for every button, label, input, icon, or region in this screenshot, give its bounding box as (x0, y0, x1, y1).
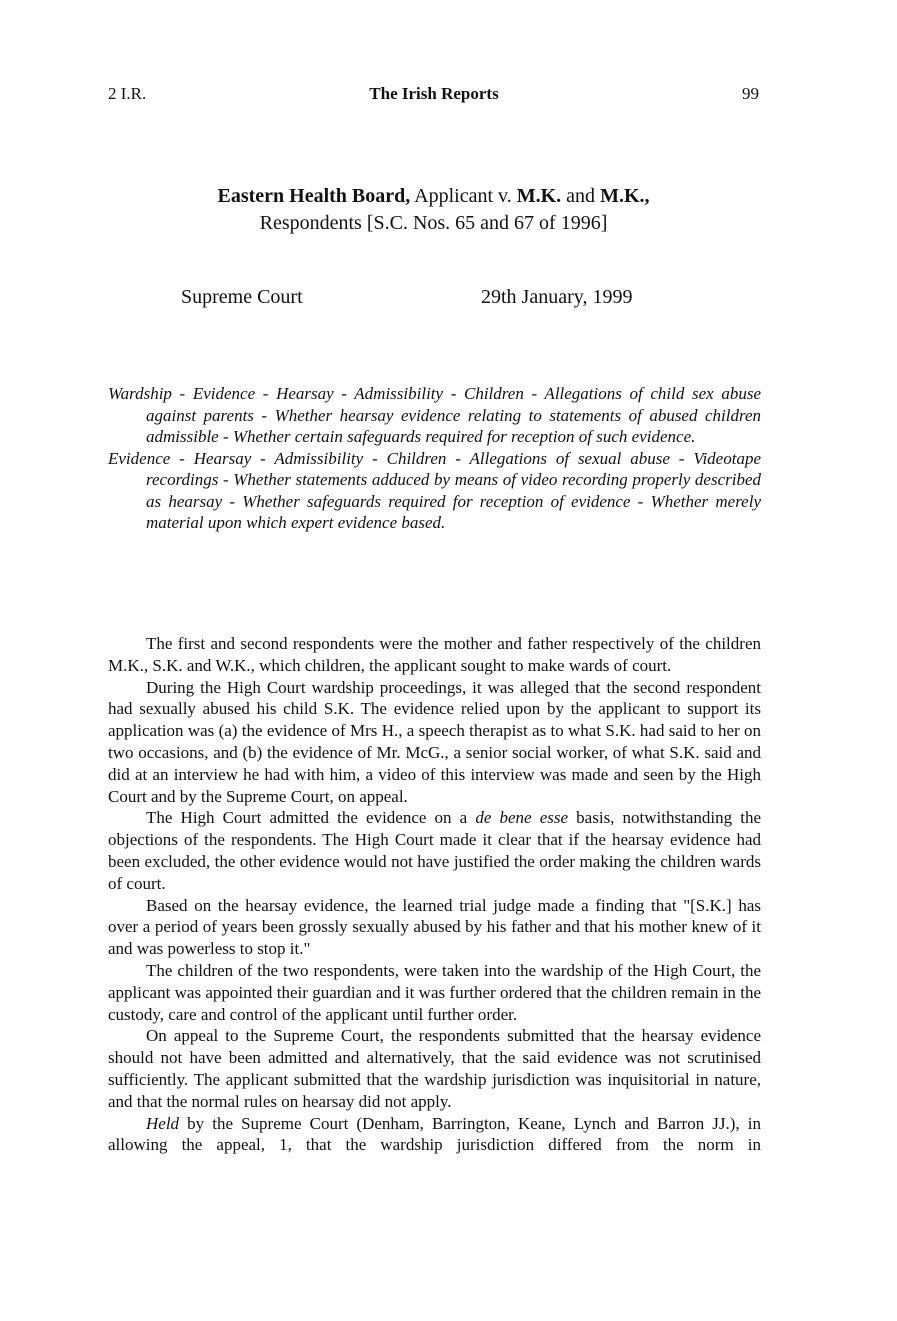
headnote-body (108, 633, 761, 1156)
catchword-paragraph: Wardship - Evidence - Hearsay - Admissibility - Children - Allegations of child sex abuse against parents - Whether hearsay evidence relating to statements of abused children admissible - Whether certain safeguards required for reception of such evidence. (108, 384, 761, 446)
report-series-title: The Irish Reports (369, 84, 499, 103)
report-volume: 2 I.R. (108, 84, 147, 103)
headnote-paragraph: Based on the hearsay evidence, the learned trial judge made a finding that "[S.K.] has over a period of years been grossly sexually abused by his father and that his mother knew of it and was powerless to stop it." (108, 895, 761, 959)
headnote-paragraph (108, 807, 761, 894)
catchwords (108, 383, 761, 534)
respondent-name-2: M.K., (600, 185, 650, 207)
applicant-name: Eastern Health Board, (217, 185, 411, 207)
case-title (108, 183, 759, 237)
text-run: basis, notwithstanding the objections of the respondents. The High Court made it clear that if the hearsay evidence had been excluded, the other evidence would not have justified the order making the children wards of court. (108, 808, 762, 893)
headnote-paragraph (108, 1113, 761, 1157)
court-name: Supreme Court (181, 286, 303, 308)
headnote-paragraph: The first and second respondents were the mother and father respectively of the children M.K., S.K. and W.K., which children, the applicant sought to make wards of court. (108, 634, 761, 675)
latin-phrase: de bene esse (475, 808, 569, 828)
case-title-line-2: Respondents [S.C. Nos. 65 and 67 of 1996] (259, 212, 608, 234)
page-number: 99 (742, 84, 759, 103)
applicant-role: Applicant v. (410, 185, 517, 207)
headnote-paragraph: On appeal to the Supreme Court, the respondents submitted that the hearsay evidence should not have been admitted and alternatively, that the said evidence was not scrutinised sufficiently. The applicant submitted that the wardship jurisdiction was inquisitorial in nature, and that the normal rules on hearsay did not apply. (108, 1026, 761, 1111)
running-head (0, 84, 897, 108)
catchword-paragraph: Evidence - Hearsay - Admissibility - Children - Allegations of sexual abuse - Videotape recordings - Whether statements adduced by means of video recording properly described as hearsay - Whether safeguards required for reception of evidence - Whether merely material upon which expert evidence based. (108, 448, 761, 532)
held-marker: Held (146, 1113, 180, 1133)
text-run: by the Supreme Court (Denham, Barrington, Keane, Lynch and Barron JJ.), in allowing the appeal, 1, that the wardship jurisdiction differed from the norm in (108, 1113, 761, 1155)
respondent-name-1: M.K. (516, 185, 562, 207)
headnote-paragraph: The children of the two respondents, were taken into the wardship of the High Court, the applicant was appointed their guardian and it was further ordered that the children remain in the custody, care and control of the applicant until further order. (108, 960, 761, 1024)
headnote-paragraph: During the High Court wardship proceedings, it was alleged that the second respondent had sexually abused his child S.K. The evidence relied upon by the applicant to support its application was (a) the evidence of Mrs H., a speech therapist as to what S.K. had said to her on two occasions, and (b) the evidence of Mr. McG., a senior social worker, of what S.K. said and did at an interview he had with him, a video of this interview was made and seen by the High Court and by the Supreme Court, on appeal. (108, 677, 761, 806)
judgment-date: 29th January, 1999 (481, 286, 633, 308)
conjunction: and (561, 185, 601, 207)
case-title-line-1 (108, 183, 759, 210)
text-run: The High Court admitted the evidence on a (146, 808, 476, 828)
